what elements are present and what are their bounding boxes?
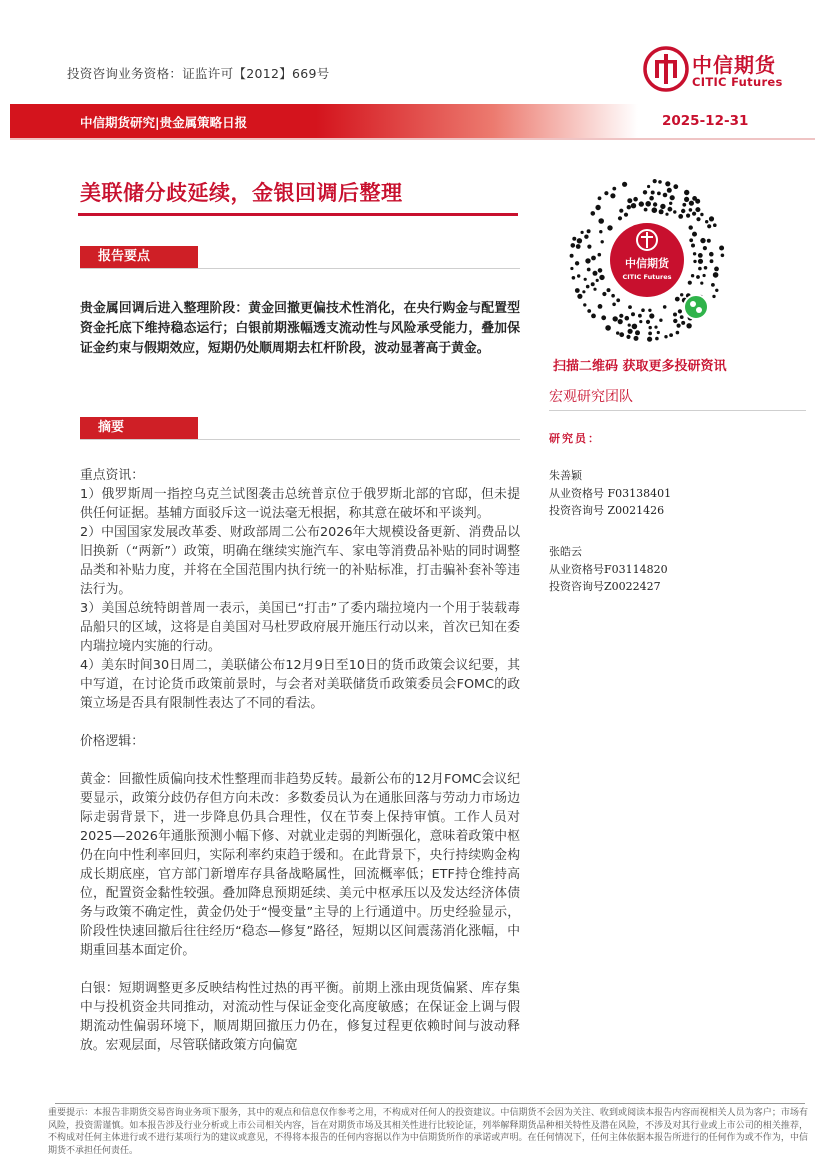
qr-dot [676, 331, 680, 335]
qr-dot [691, 274, 694, 277]
qr-dot [602, 292, 606, 296]
summary-heading: 摘要 [80, 417, 198, 439]
qr-dot [613, 316, 618, 321]
news-item: 3）美国总统特朗普周一表示，美国已“打击”了委内瑞拉境内一个用于装载毒品船只的区域，这将是自美国对马杜罗政府展开施压行动以来，首次已知在委内瑞拉境内实施的行动。 [80, 601, 520, 654]
qr-dot [598, 253, 602, 257]
qr-dot [591, 282, 595, 286]
qr-dot [696, 217, 700, 221]
qr-dot [587, 268, 591, 272]
qr-dot [593, 288, 596, 291]
qr-dot [577, 274, 580, 277]
qr-dot [689, 201, 694, 206]
qr-dot [626, 335, 630, 339]
qr-dot [663, 193, 668, 198]
qr-dot [624, 213, 628, 217]
qr-dot [576, 244, 581, 249]
qr-dot [688, 281, 692, 285]
scan-prompt: 扫描二维码 获取更多投研资讯 [553, 359, 727, 374]
qr-dot [673, 210, 676, 213]
qr-dot [583, 303, 586, 306]
qr-dot [696, 275, 700, 279]
qr-dot [628, 305, 632, 309]
qr-dot [610, 193, 615, 198]
qr-dot [700, 213, 703, 216]
qr-dot [581, 231, 584, 234]
qr-dot [598, 268, 603, 273]
qr-dot [675, 297, 680, 302]
qr-dot [601, 240, 604, 243]
qr-dot [601, 315, 606, 320]
qr-dot [673, 184, 678, 189]
qr-dot [648, 309, 651, 312]
qr-dot [599, 230, 602, 233]
qr-dot [627, 205, 631, 209]
qr-dot [635, 330, 640, 335]
analyst-card [549, 467, 671, 520]
qr-dot [695, 199, 700, 204]
qr-dot [711, 283, 715, 287]
qr-dot [691, 244, 695, 248]
analyst-name: 朱善颖 [549, 469, 582, 482]
qr-dot [612, 187, 616, 191]
qr-dot [689, 238, 693, 242]
qr-dot [721, 254, 725, 258]
qr-dot [649, 326, 652, 329]
qr-dot [678, 309, 682, 313]
qr-dot [677, 324, 681, 328]
banner-shadow [10, 138, 815, 140]
analyst-consult-id: 投资咨询号 Z0021426 [549, 504, 665, 517]
summary-rule [80, 439, 520, 440]
qr-dot [628, 329, 633, 334]
qr-dot [577, 294, 582, 299]
qr-dot [714, 267, 719, 272]
qr-dot [653, 202, 657, 206]
analyst-name: 张皓云 [549, 545, 582, 558]
qr-dot [698, 253, 703, 258]
qr-code-icon[interactable] [567, 168, 727, 348]
analyst-consult-id: 投资咨询号Z0022427 [549, 580, 661, 593]
qr-dot [715, 289, 718, 292]
logo-subtitle: CITIC Futures [692, 75, 783, 89]
qr-dot [649, 196, 654, 201]
qr-dot [631, 312, 635, 316]
qr-dot [575, 288, 580, 293]
qr-dot [647, 185, 650, 188]
qr-dot [607, 225, 612, 230]
qr-dot [582, 290, 585, 293]
qr-dot [631, 203, 636, 208]
qr-dot [646, 320, 650, 324]
qr-dot [616, 331, 619, 334]
qr-dot [643, 190, 647, 194]
qr-dot [654, 326, 657, 329]
qr-dot [587, 245, 591, 249]
qr-dot [570, 254, 574, 258]
qr-center-subtitle: CITIC Futures [622, 273, 672, 281]
news-heading: 重点资讯： [80, 468, 144, 483]
license-text: 投资咨询业务资格：证监许可【2012】669号 [67, 66, 330, 81]
qr-dot [591, 256, 596, 261]
qr-dot [680, 315, 684, 319]
qr-dot [710, 259, 714, 263]
disclaimer-text: 重要提示：本报告非期货交易咨询业务项下服务，其中的观点和信息仅作参考之用，不构成对任何人的投资建议。中信期货不会因为关注、收到或阅读本报告内容而视相关人员为客户；市场有风险，投资需谨慎。如本报告涉及行业分析或上市公司相关内容，旨在对期货市场及其相关性进行比较论证，列举解释期货品种相关特性及潜在风险，不涉及对其行业或上市公司的相关推荐，不构成对任何主体进行或不进行某项行为的建议或意见，不得将本报告的任何内容据以作为中信期货所作的承诺或声明。在任何情况下，任何主体依据本报告所进行的任何作为或不作为，中信期货不承担任何责任。 [48, 1108, 808, 1156]
qr-dot [598, 196, 602, 200]
logo-title: 中信期货 [692, 53, 776, 77]
qr-dot [700, 238, 705, 243]
qr-dot [595, 205, 600, 210]
qr-dot [627, 198, 632, 203]
qr-dot [571, 243, 576, 248]
qr-dot [695, 207, 700, 212]
qr-dot [681, 209, 685, 213]
qr-dot [673, 319, 677, 323]
qr-dot [686, 323, 691, 328]
qr-dot [633, 197, 638, 202]
qr-dot [712, 295, 715, 298]
qr-dot [625, 316, 630, 321]
qr-dot [599, 275, 604, 280]
qr-dot [705, 220, 708, 223]
qr-dot [611, 294, 615, 298]
qr-dot [632, 324, 638, 330]
qr-dot [664, 335, 667, 338]
qr-dot [618, 319, 623, 324]
qr-dot [707, 224, 711, 228]
qr-dot [570, 267, 573, 270]
qr-dot [689, 208, 693, 212]
qr-dot [682, 203, 686, 207]
footer-divider [55, 1103, 805, 1104]
qr-dot [660, 204, 665, 209]
analyst-qualification: 从业资格号F03114820 [549, 562, 668, 576]
analyst-card [549, 543, 668, 596]
qr-dot [647, 337, 652, 342]
qr-dot [587, 229, 591, 233]
qr-dot [607, 288, 611, 292]
qr-dot [698, 259, 703, 264]
qr-dot [669, 202, 672, 205]
qr-dot [657, 192, 661, 196]
sidebar-divider [549, 410, 806, 411]
report-date: 2025-12-31 [662, 113, 749, 129]
news-item: 2）中国国家发展改革委、财政部周二公布2026年大规模设备更新、消费品以旧换新（“两新”）政策，明确在继续实施汽车、家电等消费品补贴的同时调整品类和补贴力度，并将在全国范围内执行统一的补贴标准，打击骗补套补等违法行为。 [80, 525, 520, 597]
summary-body [80, 466, 520, 1055]
qr-dot [700, 282, 703, 285]
qr-dot [681, 321, 685, 325]
qr-dot [659, 209, 664, 214]
qr-dot [572, 237, 576, 241]
qr-dot [653, 179, 657, 183]
qr-dot [649, 313, 654, 318]
qr-dot [645, 201, 651, 207]
qr-dot [655, 337, 659, 341]
logic-heading: 价格逻辑： [80, 734, 144, 749]
qr-dot [585, 258, 590, 263]
qr-dot [641, 308, 645, 312]
report-title: 美联储分歧延续，金银回调后整理 [80, 181, 403, 205]
qr-dot [605, 325, 611, 331]
qr-dot [703, 246, 707, 250]
qr-dot [703, 274, 706, 277]
key-points-rule [80, 268, 520, 269]
qr-dot [634, 336, 639, 341]
citic-logo-icon [643, 46, 689, 92]
qr-dot [596, 279, 599, 282]
qr-dot [673, 313, 677, 317]
qr-dot [652, 207, 658, 213]
qr-center-title: 中信期货 [625, 257, 669, 270]
qr-dot [584, 235, 588, 239]
qr-dot [644, 208, 648, 212]
qr-dot [628, 324, 631, 327]
qr-dot [713, 223, 717, 227]
qr-dot [584, 278, 587, 281]
qr-dot [693, 260, 696, 263]
qr-dot [709, 252, 714, 257]
team-name: 宏观研究团队 [549, 389, 633, 405]
qr-dot [684, 190, 689, 195]
qr-dot [665, 181, 670, 186]
analyst-qualification: 从业资格号 F03138401 [549, 486, 672, 500]
qr-dot [689, 225, 693, 229]
qr-dot [598, 218, 604, 224]
qr-dot [572, 276, 576, 280]
qr-dot [658, 180, 662, 184]
qr-dot [598, 304, 603, 309]
researcher-label: 研究员： [549, 432, 601, 445]
key-points-text: 贵金属回调后进入整理阶段：黄金回撤更偏技术性消化，在央行购金与配置型资金托底下维持稳态运行；白银前期涨幅透支流动性与风险承受能力，叠加保证金约束与假期效应，短期仍处顺周期去杠杆阶段，波动显著高于黄金。 [80, 301, 520, 356]
qr-dot [638, 314, 642, 318]
qr-dot [678, 214, 683, 219]
qr-dot [577, 238, 582, 243]
qr-dot [622, 182, 627, 187]
news-item: 1）俄罗斯周一指控乌克兰试图袭击总统普京位于俄罗斯北部的官邸，但未提供任何证据。基辅方面驳斥这一说法毫无根据，称其意在破坏和平谈判。 [80, 487, 520, 521]
qr-dot [639, 320, 642, 323]
gold-analysis: 黄金：回撤性质偏向技术性整理而非趋势反转。最新公布的12月FOMC会议纪要显示，政策分歧仍存但方向未改：多数委员认为在通胀回落与劳动力市场边际走弱背景下，进一步降息仍具合理性，仅在节奏上保持审慎。工作人员对2025—2026年通胀预测小幅下修、对就业走弱的判断强化，意味着政策中枢仍在向中性利率回归，实际利率约束趋于缓和。在此背景下，央行持续购金构成长期底座，官方部门新增库存具备战略属性，回流概率低；ETF持仓维持高位，配置资金黏性较强。叠加降息预期延续、美元中枢承压以及发达经济体债务与政策不确定性，黄金仍处于“慢变量”主导的上行通道中。历史经验显示，阶段性快速回撤后往往经历“稳态—修复”路径，短期以区间震荡消化涨幅，中期重回基本面定价。 [80, 772, 520, 958]
qr-dot [670, 195, 675, 200]
key-points-heading: 报告要点 [80, 246, 198, 268]
qr-dot [604, 191, 608, 195]
qr-dot [639, 201, 644, 206]
qr-dot [657, 331, 660, 334]
qr-dot [684, 197, 689, 202]
qr-dot [659, 319, 662, 322]
qr-dot [619, 314, 623, 318]
qr-dot [667, 188, 672, 193]
qr-dot [616, 298, 620, 302]
qr-dot [704, 266, 708, 270]
qr-dot [587, 309, 591, 313]
qr-dot [618, 216, 622, 220]
qr-dot [680, 293, 683, 296]
silver-analysis: 白银：短期调整更多反映结构性过热的再平衡。前期上涨由现货偏紧、库存集中与投机资金共同推动，对流动性与保证金变化高度敏感；在保证金上调与假期流动性偏弱环境下，顺周期回撤压力仍在，修复过程更依赖时间与波动释放。宏观层面，尽管联储政策方向偏宽 [80, 981, 520, 1053]
news-item: 4）美东时间30日周二，美联储公布12月9日至10日的货币政策会议纪要，其中写道，在讨论货币政策前景时，与会者对美联储货币政策委员会FOMC的政策立场是否具有限制性表达了不同的看法。 [80, 658, 520, 711]
qr-dot [586, 285, 590, 289]
qr-dot [668, 207, 673, 212]
qr-dot [663, 305, 667, 309]
qr-dot [612, 303, 616, 307]
qr-dot [591, 314, 596, 319]
qr-dot [648, 332, 652, 336]
qr-dot [692, 232, 697, 237]
qr-dot [698, 267, 702, 271]
qr-dot [713, 272, 719, 278]
qr-dot [575, 261, 579, 265]
qr-dot [593, 271, 598, 276]
title-underline [78, 213, 518, 216]
qr-dot [669, 333, 673, 337]
qr-dot [707, 239, 711, 243]
qr-dot [686, 214, 690, 218]
banner-title: 中信期货研究|贵金属策略日报 [80, 115, 248, 130]
qr-dot [719, 246, 724, 251]
qr-dot [709, 216, 714, 221]
qr-dot [665, 213, 668, 216]
qr-dot [651, 191, 655, 195]
qr-dot [692, 212, 696, 216]
qr-dot [693, 252, 696, 255]
qr-dot [619, 332, 624, 337]
qr-dot [619, 209, 623, 213]
qr-dot [591, 211, 596, 216]
